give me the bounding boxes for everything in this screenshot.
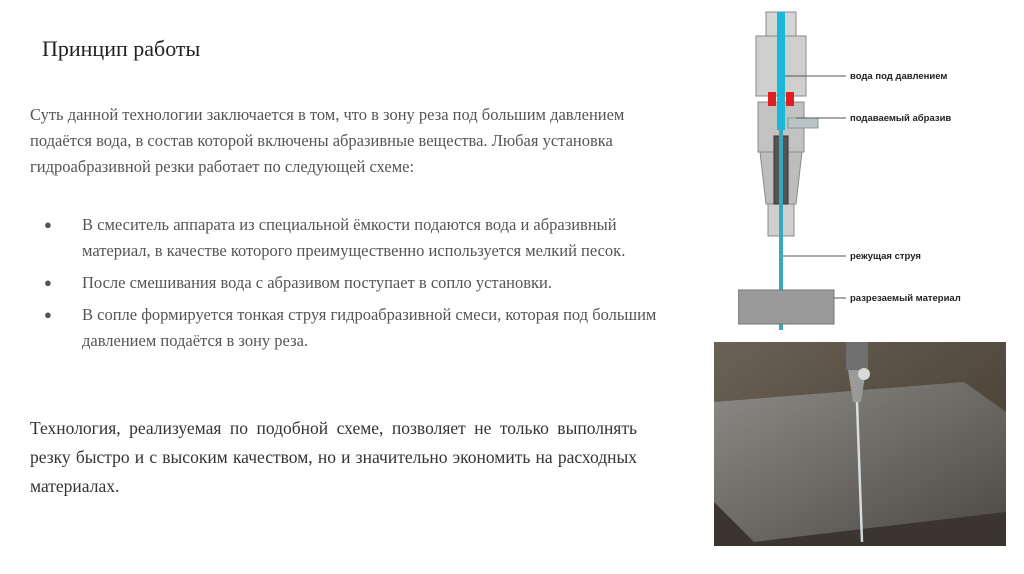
conclusion-paragraph: Технология, реализуемая по подобной схеме, позволяет не только выполнять резку быстро и с высоким качеством, но и значительно экономить на расходных материалах. [30, 418, 637, 496]
label-material: разрезаемый материал [850, 293, 961, 304]
bullet-icon: ● [44, 307, 52, 322]
list-item [30, 302, 680, 354]
list-item-text: В сопле формируется тонкая струя гидроабразивной смеси, которая под большим давлением подаётся в зону реза. [82, 305, 657, 350]
bullet-icon: ● [44, 217, 52, 232]
list-item-text: После смешивания вода с абразивом поступает в сопло установки. [82, 273, 552, 292]
label-water: вода под давлением [850, 71, 948, 82]
waterjet-cutting-photo [714, 342, 1006, 546]
workpiece [738, 290, 834, 324]
list-item-text: В смеситель аппарата из специальной ёмкости подаются вода и абразивный материал, в качестве которого преимущественно используется мелкий песок. [82, 215, 626, 260]
bullet-icon: ● [44, 275, 52, 290]
label-jet: режущая струя [850, 251, 921, 262]
list-item [30, 212, 680, 264]
list-item [30, 270, 680, 296]
waterjet-nozzle-diagram [738, 6, 1008, 334]
water-channel [777, 12, 785, 130]
process-steps-list [30, 212, 680, 360]
slide-title: Принцип работы [42, 36, 201, 61]
label-abrasive: подаваемый абразив [850, 113, 952, 124]
intro-paragraph: Суть данной технологии заключается в том, что в зону реза под большим давлением подаётся вода, в состав которой включены абразивные вещества. Любая установка гидроабразивной резки работает по следующей схеме: [30, 105, 625, 176]
